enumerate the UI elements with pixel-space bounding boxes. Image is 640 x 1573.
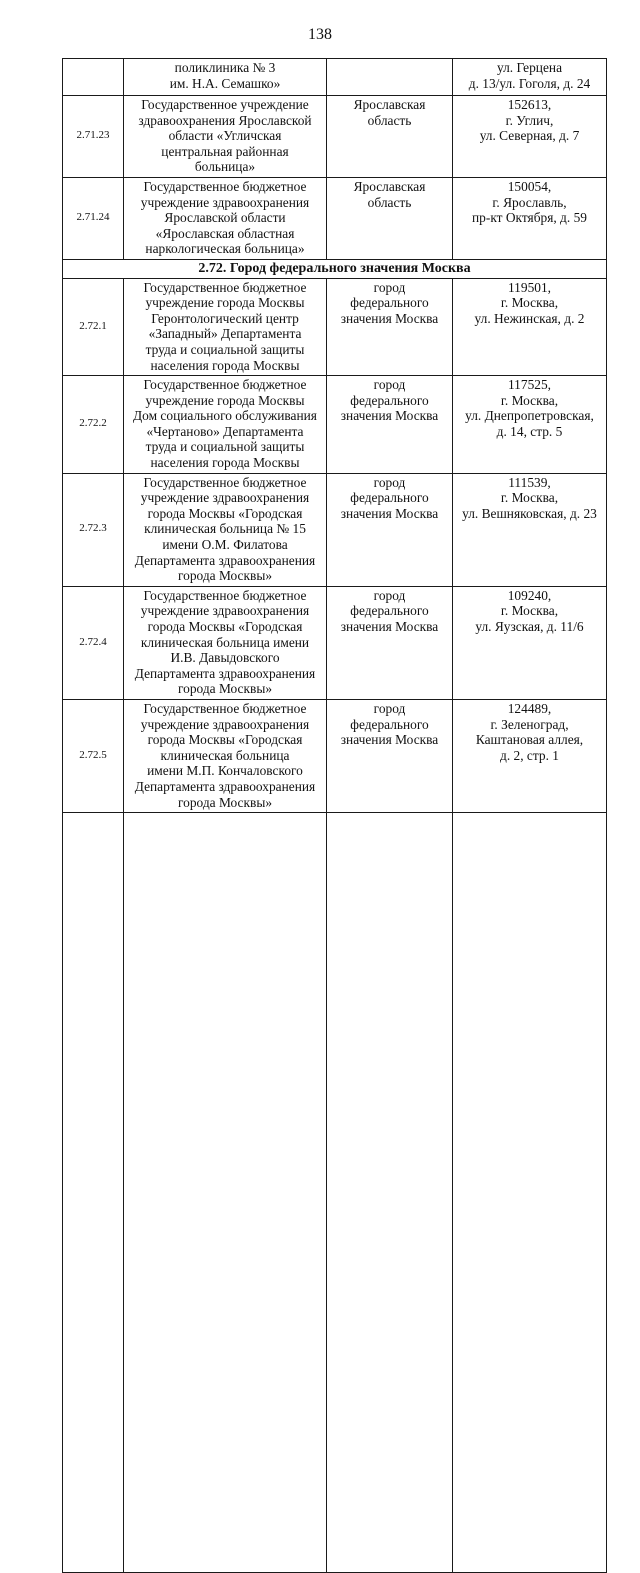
row-number-cell: 2.72.1 [63,278,124,376]
text-line: значения Москва [340,619,439,634]
text-line: г. Москва, [500,392,559,408]
text-line: г. Углич, [505,112,554,128]
text-line: Департамента здравоохранения [134,552,316,568]
row-number-cell: 2.72.4 [63,586,124,699]
table-row [63,278,607,376]
text-line: области «Угличская [168,128,282,144]
row-number-cell: 2.71.23 [63,96,124,178]
text-line: им. Н.А. Семашко» [169,75,281,91]
text-line: труда и социальной защиты [145,439,305,455]
institution-name-cell [124,699,327,812]
text-line: учреждение здравоохранения [140,716,310,732]
address-cell [453,586,607,699]
region-cell [327,473,453,586]
institution-name-cell [124,59,327,96]
text-line: федерального [350,490,429,506]
text-line: область [367,112,412,128]
text-line: Департамента здравоохранения [134,665,316,681]
text-line: город [373,279,406,295]
text-line: г. Москва, [500,295,559,311]
text-line: город [373,700,406,716]
text-line: ул. Днепропетровская, [465,408,594,424]
text-line: клиническая больница [160,747,290,763]
text-line: Государственное бюджетное [143,700,307,716]
table-row-continuation [63,59,607,96]
text-line: значения Москва [340,408,439,424]
text-line: населения города Москвы [150,357,300,373]
address-cell [453,177,607,259]
text-line: Государственное бюджетное [143,377,307,393]
page-number: 138 [308,26,332,43]
text-line: город [373,377,406,393]
text-line: И.В. Давыдовского [170,650,280,666]
row-number-cell: 2.72.2 [63,376,124,474]
region-cell [327,699,453,812]
text-line: г. Ярославль, [492,194,567,210]
text-line: Ярославская [353,97,426,112]
row-number-cell: 2.71.24 [63,177,124,259]
empty-cell [327,813,453,1573]
empty-cell [453,813,607,1573]
text-line: учреждение города Москвы [145,295,305,311]
row-number-cell: 2.72.5 [63,699,124,812]
address-cell [453,376,607,474]
table-row [63,96,607,178]
text-line: 111539, [508,474,551,490]
text-line: 150054, [507,178,552,194]
section-header-row [63,259,607,278]
text-line: города Москвы» [177,794,273,810]
text-line: Ярославской области [164,210,286,226]
institution-name-cell [124,96,327,178]
text-line: 117525, [507,377,552,393]
table-row [63,473,607,586]
address-cell [453,473,607,586]
text-line: города Москвы» [177,568,273,584]
institution-name-cell [124,376,327,474]
address-cell [453,278,607,376]
address-cell [453,96,607,178]
region-cell [327,376,453,474]
region-cell [327,278,453,376]
text-line: города Москвы «Городская [147,619,303,634]
text-line: значения Москва [340,310,439,326]
region-cell [327,586,453,699]
text-line: Государственное бюджетное [143,279,307,295]
text-line: ул. Герцена [496,60,563,75]
text-line: здравоохранения Ярославской [138,112,312,128]
text-line: «Западный» Департамента [148,326,302,342]
text-line: ул. Северная, д. 7 [479,128,580,144]
text-line: наркологическая больница» [145,241,305,257]
empty-spacer-row [63,813,607,1573]
text-line: населения города Москвы [150,455,300,471]
institutions-table [62,58,607,1573]
text-line: ул. Вешняковская, д. 23 [462,505,597,521]
text-line: значения Москва [340,732,439,748]
text-line: больница» [194,159,256,175]
text-line: федерального [350,603,429,619]
text-line: Государственное бюджетное [143,178,307,194]
text-line: «Ярославская областная [155,225,295,241]
text-line: федерального [350,716,429,732]
text-line: ул. Яузская, д. 11/6 [475,619,584,634]
text-line: 124489, [507,700,552,716]
text-line: Государственное учреждение [141,97,309,112]
text-line: Государственное бюджетное [143,474,307,490]
text-line: 152613, [507,97,552,112]
text-line: клиническая больница имени [140,634,310,650]
table-row [63,586,607,699]
text-line: города Москвы «Городская [147,732,303,748]
text-line: д. 2, стр. 1 [500,747,559,763]
text-line: имени О.М. Филатова [162,537,288,553]
empty-cell [124,813,327,1573]
table-row [63,177,607,259]
table-row [63,699,607,812]
text-line: д. 14, стр. 5 [496,423,563,439]
text-line: Департамента здравоохранения [134,778,316,794]
text-line: имени М.П. Кончаловского [147,763,303,779]
row-number-cell [63,59,124,96]
empty-cell [63,813,124,1573]
text-line: учреждение города Москвы [145,392,305,408]
text-line: учреждение здравоохранения [140,490,310,506]
text-line: Каштановая аллея, [475,732,584,748]
text-line: центральная районная [161,143,289,159]
text-line: г. Зеленоград, [490,716,569,732]
text-line: г. Москва, [500,490,559,506]
region-cell [327,59,453,96]
text-line: город [373,474,406,490]
institution-name-cell [124,473,327,586]
text-line: поликлиника № 3 [174,60,276,75]
text-line: Геронтологический центр [151,310,299,326]
text-line: 119501, [507,279,552,295]
text-line: значения Москва [340,505,439,521]
text-line: 109240, [507,587,552,603]
text-line: г. Москва, [500,603,559,619]
institution-name-cell [124,278,327,376]
region-cell [327,96,453,178]
text-line: ул. Нежинская, д. 2 [474,310,585,326]
text-line: пр-кт Октября, д. 59 [472,210,587,226]
region-cell [327,177,453,259]
text-line: города Москвы «Городская [147,505,303,521]
text-line: труда и социальной защиты [145,341,305,357]
text-line: города Москвы» [177,681,273,697]
text-line: город [373,587,406,603]
text-line: учреждение здравоохранения [140,603,310,619]
text-line: Ярославская [353,178,426,194]
text-line: федерального [350,392,429,408]
address-cell [453,699,607,812]
institution-name-cell [124,586,327,699]
text-line: клиническая больница № 15 [144,521,306,537]
table-row [63,376,607,474]
address-cell [453,59,607,96]
text-line: область [367,194,412,210]
text-line: учреждение здравоохранения [140,194,310,210]
text-line: федерального [350,295,429,311]
row-number-cell: 2.72.3 [63,473,124,586]
text-line: Дом социального обслуживания [133,408,317,424]
section-title: 2.72. Город федерального значения Москва [63,259,607,278]
text-line: д. 13/ул. Гоголя, д. 24 [468,75,591,91]
text-line: «Чертаново» Департамента [146,423,304,439]
institution-name-cell [124,177,327,259]
text-line: Государственное бюджетное [143,587,307,603]
